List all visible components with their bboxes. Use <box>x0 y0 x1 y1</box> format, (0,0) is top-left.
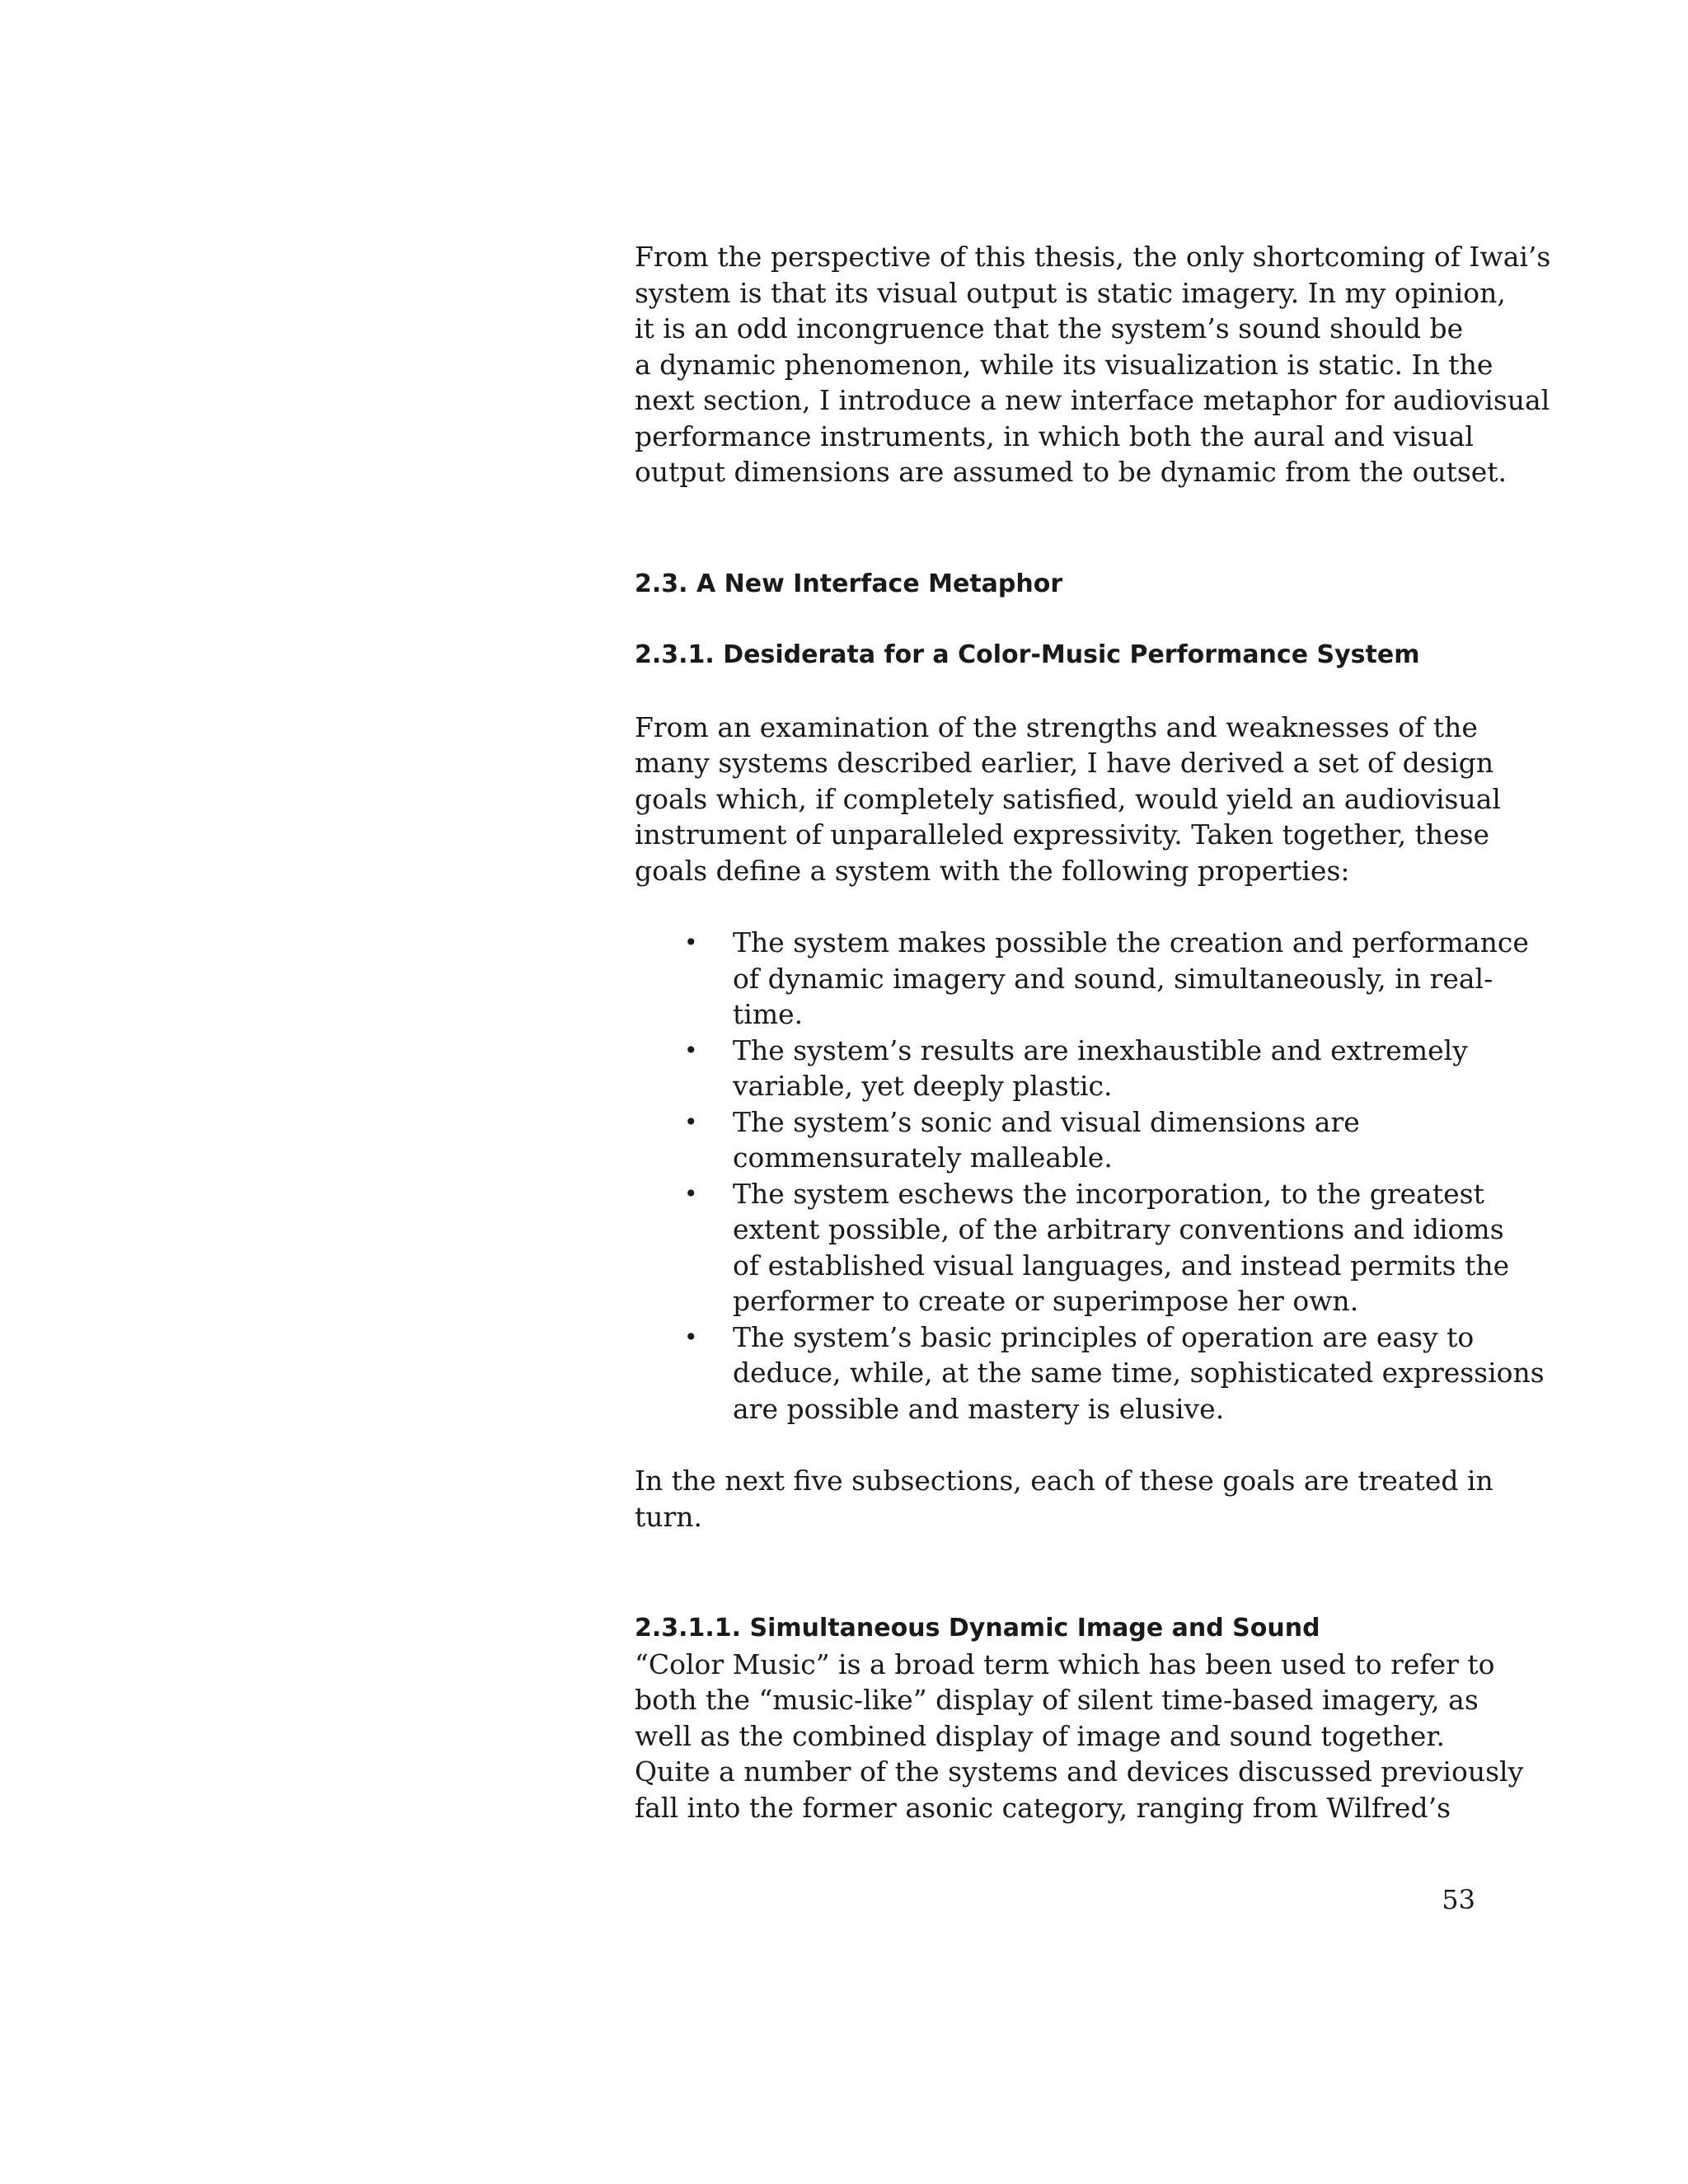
next-paragraph <box>635 1463 1493 1535</box>
text-line: extent possible, of the arbitrary conventions and idioms <box>733 1213 1504 1245</box>
text-line: performer to create or superimpose her own. <box>733 1285 1359 1317</box>
text-line: The system’s results are inexhaustible and extremely <box>733 1033 1468 1066</box>
text-line: system is that its visual output is static imagery. In my opinion, <box>635 276 1506 309</box>
text-line: it is an odd incongruence that the system’s sound should be <box>635 312 1464 344</box>
list-item <box>635 925 1529 1033</box>
text-line: instrument of unparalleled expressivity. Taken together, these <box>635 818 1490 851</box>
text-line: goals define a system with the following properties: <box>635 854 1350 887</box>
text-line: Quite a number of the systems and devices discussed previously <box>635 1755 1524 1788</box>
text-line: The system’s basic principles of operation are easy to <box>733 1320 1475 1353</box>
list-item <box>635 1319 1545 1427</box>
text-line: From the perspective of this thesis, the only shortcoming of Iwai’s <box>635 241 1551 273</box>
subsection-heading: 2.3.1. Desiderata for a Color-Music Performance System <box>635 640 1420 669</box>
text-line: many systems described earlier, I have derived a set of design <box>635 747 1494 779</box>
text-line: both the “music-like” display of silent time-based imagery, as <box>635 1684 1479 1716</box>
bullet-icon: • <box>684 1108 698 1136</box>
list-item <box>635 1033 1475 1104</box>
list-item <box>635 1104 1475 1176</box>
text-line: turn. <box>635 1500 703 1533</box>
text-line: deduce, while, at the same time, sophisticated expressions <box>733 1357 1545 1389</box>
text-line: next section, I introduce a new interface metaphor for audiovisual <box>635 384 1550 416</box>
text-line: are possible and mastery is elusive. <box>733 1392 1225 1425</box>
text-line: well as the combined display of image and sound together. <box>635 1719 1445 1752</box>
bullet-icon: • <box>684 929 698 956</box>
final-paragraph <box>635 1647 1524 1826</box>
intro-paragraph <box>635 239 1551 490</box>
text-line: The system makes possible the creation and performance <box>733 926 1529 958</box>
text-line: of dynamic imagery and sound, simultaneously, in real- <box>733 962 1493 995</box>
text-line: In the next five subsections, each of these goals are treated in <box>635 1465 1493 1497</box>
text-line: fall into the former asonic category, ranging from Wilfred’s <box>635 1791 1451 1824</box>
text-line: commensurately malleable. <box>733 1141 1113 1174</box>
bullet-icon: • <box>684 1323 698 1351</box>
bullet-icon: • <box>684 1036 698 1064</box>
text-line: variable, yet deeply plastic. <box>733 1070 1113 1102</box>
text-line: performance instruments, in which both the aural and visual <box>635 419 1474 452</box>
text-line: The system eschews the incorporation, to the greatest <box>733 1177 1484 1210</box>
text-line: of established visual languages, and instead permits the <box>733 1249 1510 1282</box>
text-line: goals which, if completely satisfied, would yield an audiovisual <box>635 782 1501 815</box>
text-column <box>635 239 1551 1825</box>
text-line: From an examination of the strengths and weaknesses of the <box>635 710 1478 743</box>
bullet-icon: • <box>684 1179 698 1207</box>
section-heading: 2.3. A New Interface Metaphor <box>635 569 1063 598</box>
list-item <box>635 1176 1510 1319</box>
subsubsection-heading: 2.3.1.1. Simultaneous Dynamic Image and Sound <box>635 1614 1320 1643</box>
design-goals-list <box>635 925 1545 1427</box>
text-line: time. <box>733 998 804 1030</box>
text-line: output dimensions are assumed to be dynamic from the outset. <box>635 456 1507 488</box>
text-line: The system’s sonic and visual dimensions are <box>733 1105 1360 1138</box>
text-line: “Color Music” is a broad term which has been used to refer to <box>635 1647 1495 1680</box>
text-line: a dynamic phenomenon, while its visualization is static. In the <box>635 348 1493 381</box>
page-number: 53 <box>1442 1884 1475 1915</box>
desiderata-paragraph <box>635 710 1501 889</box>
